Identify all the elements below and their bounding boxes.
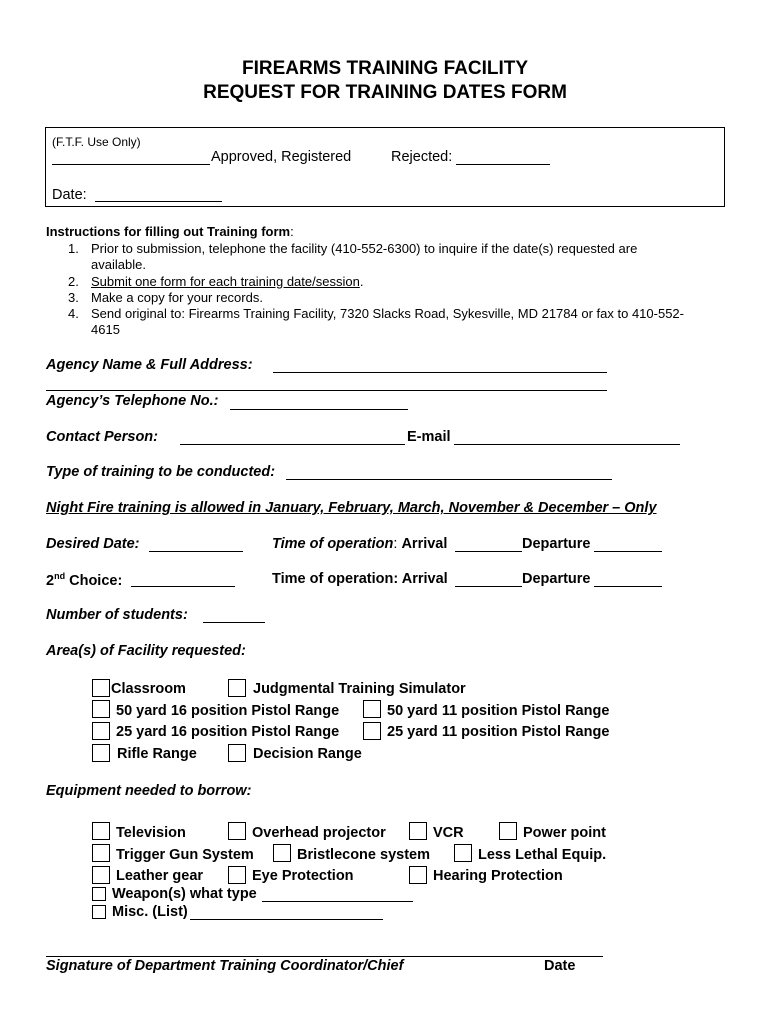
departure-1-line[interactable] <box>594 551 662 552</box>
equip-misc-line[interactable] <box>190 919 383 920</box>
instruction-4-cont: 4615 <box>91 322 120 337</box>
area-simulator-label: Judgmental Training Simulator <box>253 681 466 697</box>
form-title-line2: REQUEST FOR TRAINING DATES FORM <box>203 82 567 103</box>
rejected-line[interactable] <box>456 164 550 165</box>
students-label: Number of students: <box>46 607 188 623</box>
instruction-4: Send original to: Firearms Training Facility, 7320 Slacks Road, Sykesville, MD 21784 or fax to 410-552- <box>91 306 684 321</box>
instruction-3: Make a copy for your records. <box>91 290 263 305</box>
equip-trigger-gun-checkbox[interactable] <box>92 844 110 862</box>
area-classroom-checkbox[interactable] <box>92 679 110 697</box>
area-50yd16-label: 50 yard 16 position Pistol Range <box>116 703 340 719</box>
email-label: E-mail <box>407 429 451 445</box>
office-date-label: Date: <box>52 187 87 203</box>
approved-line[interactable] <box>52 164 210 165</box>
students-line[interactable] <box>203 622 265 623</box>
arrival-1-line[interactable] <box>455 551 522 552</box>
area-50yd11-label: 50 yard 11 position Pistol Range <box>387 703 610 719</box>
equip-eye-protection-label: Eye Protection <box>252 868 354 884</box>
area-25yd11-checkbox[interactable] <box>363 722 381 740</box>
agency-name-label: Agency Name & Full Address: <box>46 357 253 373</box>
equip-powerpoint-checkbox[interactable] <box>499 822 517 840</box>
signature-date-label: Date <box>544 958 576 974</box>
instruction-2-num: 2. <box>68 274 79 289</box>
equip-less-lethal-label: Less Lethal Equip. <box>478 847 607 863</box>
area-50yd16-checkbox[interactable] <box>92 700 110 718</box>
equip-vcr-checkbox[interactable] <box>409 822 427 840</box>
training-type-line[interactable] <box>286 479 612 480</box>
contact-person-label: Contact Person: <box>46 429 159 445</box>
equip-weapons-line[interactable] <box>262 901 413 902</box>
equip-projector-label: Overhead projector <box>252 825 386 841</box>
email-line[interactable] <box>454 444 680 445</box>
agency-address-line[interactable] <box>46 390 607 391</box>
departure-1-label: Departure <box>522 536 591 552</box>
instruction-1-cont: available. <box>91 257 146 272</box>
area-decision-label: Decision Range <box>253 746 362 762</box>
signature-label: Signature of Department Training Coordinator/Chief <box>46 958 404 974</box>
equip-eye-protection-checkbox[interactable] <box>228 866 246 884</box>
office-use-header: (F.T.F. Use Only) <box>52 135 141 149</box>
rejected-label: Rejected: <box>391 149 453 165</box>
equipment-label: Equipment needed to borrow: <box>46 783 252 799</box>
areas-label: Area(s) of Facility requested: <box>46 643 246 659</box>
area-25yd16-label: 25 yard 16 position Pistol Range <box>116 724 340 740</box>
equip-television-checkbox[interactable] <box>92 822 110 840</box>
form-title-line1: FIREARMS TRAINING FACILITY <box>241 58 529 79</box>
equip-leather-gear-label: Leather gear <box>116 868 204 884</box>
training-type-label: Type of training to be conducted: <box>46 464 276 480</box>
equip-less-lethal-checkbox[interactable] <box>454 844 472 862</box>
area-25yd16-checkbox[interactable] <box>92 722 110 740</box>
time-operation-2-label: Time of operation: Arrival <box>272 571 448 587</box>
area-rifle-label: Rifle Range <box>117 746 197 762</box>
desired-date-label: Desired Date: <box>46 536 140 552</box>
equip-weapons-label: Weapon(s) what type <box>112 886 257 902</box>
instructions-heading: Instructions for filling out Training form: <box>46 224 294 239</box>
second-choice-line[interactable] <box>131 586 235 587</box>
office-date-line[interactable] <box>95 201 222 202</box>
departure-2-label: Departure <box>522 571 591 587</box>
agency-name-line[interactable] <box>273 372 607 373</box>
area-25yd11-label: 25 yard 11 position Pistol Range <box>387 724 610 740</box>
equip-leather-gear-checkbox[interactable] <box>92 866 110 884</box>
departure-2-line[interactable] <box>594 586 662 587</box>
equip-bristlecone-checkbox[interactable] <box>273 844 291 862</box>
area-50yd11-checkbox[interactable] <box>363 700 381 718</box>
equip-television-label: Television <box>116 825 186 841</box>
equip-misc-label: Misc. (List) <box>112 904 188 920</box>
instruction-2: Submit one form for each training date/session. <box>91 274 364 289</box>
equip-vcr-label: VCR <box>433 825 464 841</box>
instruction-3-num: 3. <box>68 290 79 305</box>
agency-phone-label: Agency’s Telephone No.: <box>46 393 219 409</box>
area-decision-checkbox[interactable] <box>228 744 246 762</box>
area-simulator-checkbox[interactable] <box>228 679 246 697</box>
desired-date-line[interactable] <box>149 551 243 552</box>
second-choice-label: 2nd Choice: <box>46 571 123 589</box>
equip-bristlecone-label: Bristlecone system <box>297 847 430 863</box>
area-classroom-label: Classroom <box>111 681 186 697</box>
instruction-4-num: 4. <box>68 306 79 321</box>
time-operation-1-label: Time of operation: Arrival <box>272 536 448 552</box>
instruction-1: Prior to submission, telephone the facility (410-552-6300) to inquire if the date(s) requested are <box>91 241 638 256</box>
area-rifle-checkbox[interactable] <box>92 744 110 762</box>
arrival-2-line[interactable] <box>455 586 522 587</box>
equip-powerpoint-label: Power point <box>523 825 606 841</box>
equip-trigger-gun-label: Trigger Gun System <box>116 847 254 863</box>
office-use-box <box>45 127 725 207</box>
approved-label: Approved, Registered <box>211 149 352 165</box>
equip-misc-checkbox[interactable] <box>92 905 106 919</box>
signature-line[interactable] <box>46 956 603 957</box>
equip-weapons-checkbox[interactable] <box>92 887 106 901</box>
night-fire-notice: Night Fire training is allowed in January, February, March, November & December – Only <box>46 500 657 516</box>
equip-hearing-protection-checkbox[interactable] <box>409 866 427 884</box>
equip-projector-checkbox[interactable] <box>228 822 246 840</box>
instruction-1-num: 1. <box>68 241 79 256</box>
agency-phone-line[interactable] <box>230 409 408 410</box>
equip-hearing-protection-label: Hearing Protection <box>433 868 563 884</box>
contact-person-line[interactable] <box>180 444 405 445</box>
